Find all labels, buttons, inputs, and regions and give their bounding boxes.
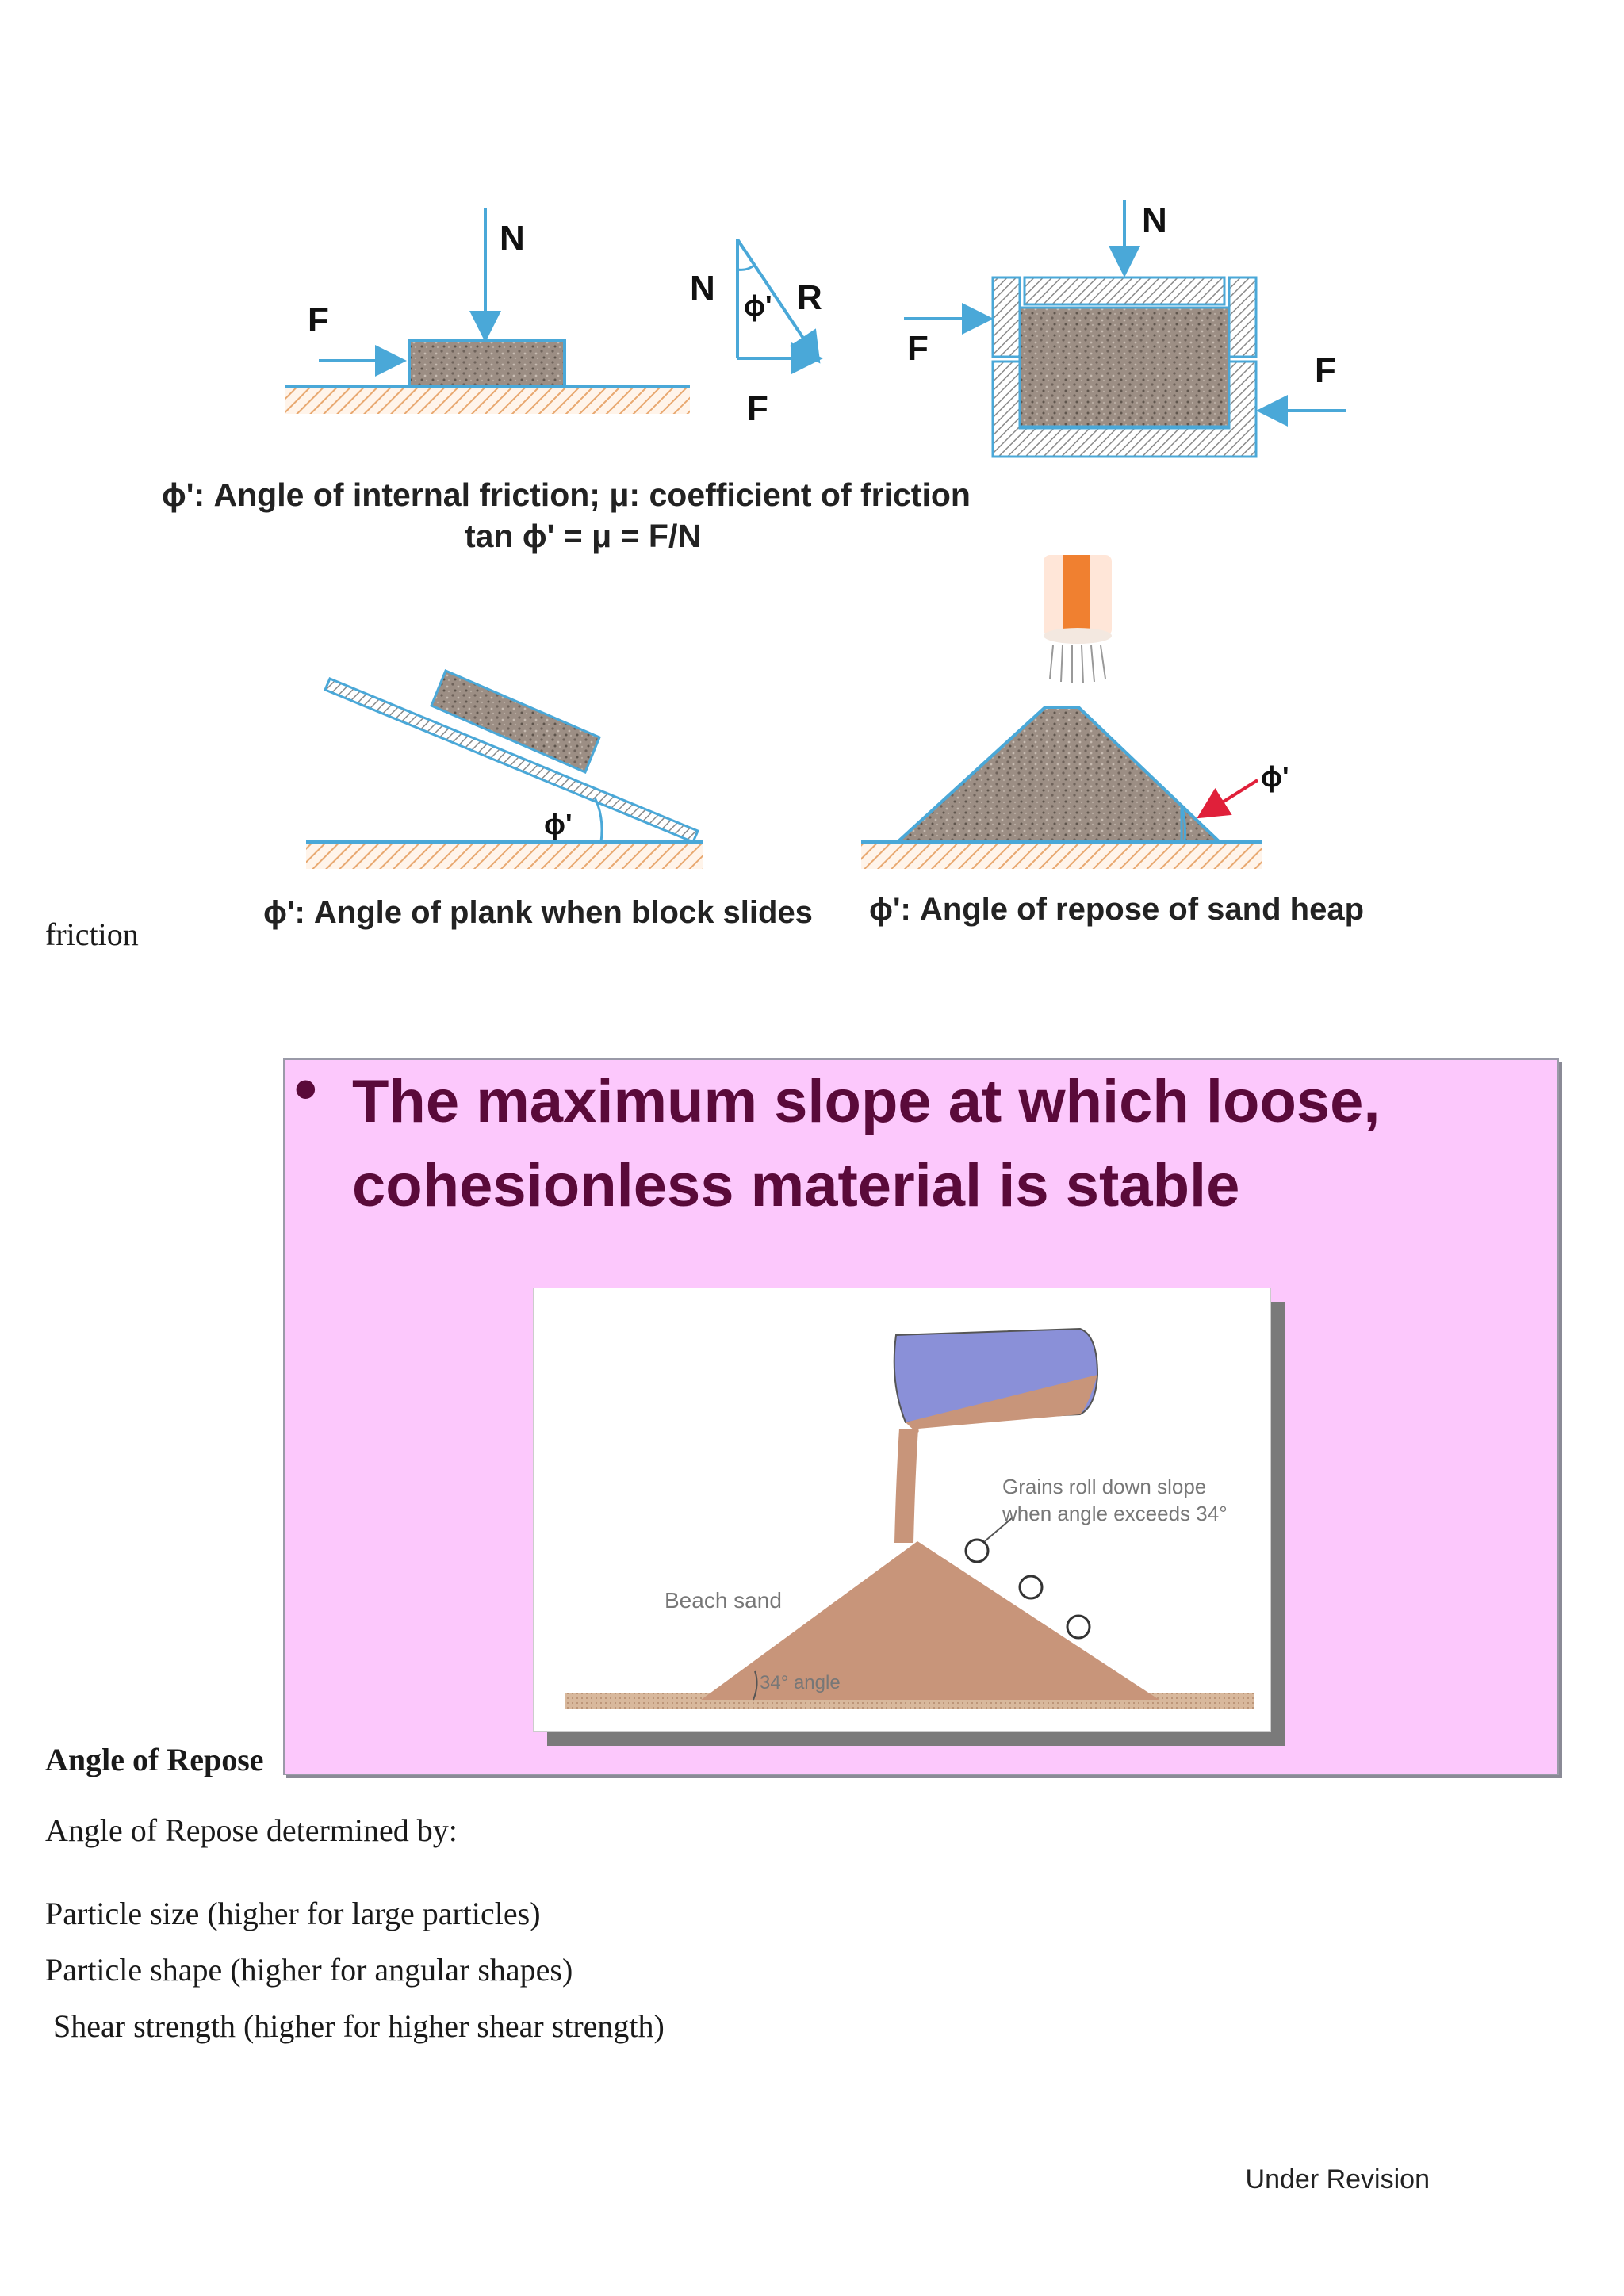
angle-of-repose-slide: [283, 1053, 1559, 1775]
label-f: F: [308, 300, 329, 339]
friction-figure: [151, 182, 1364, 971]
intro-text: Angle of Repose determined by:: [45, 1812, 458, 1848]
factor-shear-strength: Shear strength (higher for higher shear strength): [45, 2008, 665, 2044]
label-n: N: [1142, 201, 1167, 239]
label-f: F: [1315, 351, 1336, 390]
beach-sand-photo: [533, 1288, 1286, 1751]
slide-title: The maximum slope at which loose, cohesionless material is stable: [352, 1068, 1381, 1219]
footer-under-revision: Under Revision: [1245, 2164, 1430, 2195]
label-phi: ϕ': [1261, 760, 1289, 793]
heading-angle-of-repose: Angle of Repose: [45, 1742, 264, 1777]
label-34-angle: 34° angle: [760, 1672, 841, 1693]
label-r: R: [797, 278, 822, 317]
label-beach-sand: Beach sand: [665, 1588, 782, 1613]
side-label-friction: friction: [45, 916, 139, 952]
factor-particle-size: Particle size (higher for large particles): [45, 1896, 541, 1931]
sand-heap-diagram: [861, 555, 1289, 869]
sand-block: [409, 341, 565, 387]
sand-heap: [898, 707, 1220, 842]
label-angle-exceeds: when angle exceeds 34°: [1002, 1502, 1228, 1525]
shear-box-diagram: [904, 200, 1346, 457]
inclined-plank-diagram: [306, 671, 703, 869]
ground-hatch: [285, 387, 690, 414]
label-f: F: [747, 389, 768, 428]
factor-particle-shape: Particle shape (higher for angular shapes): [45, 1952, 573, 1988]
label-phi: ϕ': [744, 289, 772, 322]
pouring-cylinder: [1044, 555, 1112, 683]
force-triangle-diagram: [690, 239, 822, 428]
label-phi: ϕ': [544, 808, 573, 840]
sample: [1020, 308, 1229, 427]
caption-heap: ϕ': Angle of repose of sand heap: [869, 892, 1364, 927]
top-cap: [1025, 277, 1224, 304]
slide-bullet: •: [294, 1053, 317, 1125]
label-f: F: [907, 329, 929, 368]
caption-plank: ϕ': Angle of plank when block slides: [263, 895, 813, 930]
caption-tan-formula: tan ϕ' = μ = F/N: [465, 518, 701, 554]
block-on-ground-diagram: [285, 208, 690, 414]
angle-pointer: [1202, 780, 1258, 815]
label-n: N: [690, 269, 715, 308]
label-grains-roll: Grains roll down slope: [1002, 1475, 1207, 1498]
label-n: N: [500, 219, 525, 258]
caption-internal-friction: ϕ': Angle of internal friction; μ: coefficient of friction: [162, 476, 971, 513]
